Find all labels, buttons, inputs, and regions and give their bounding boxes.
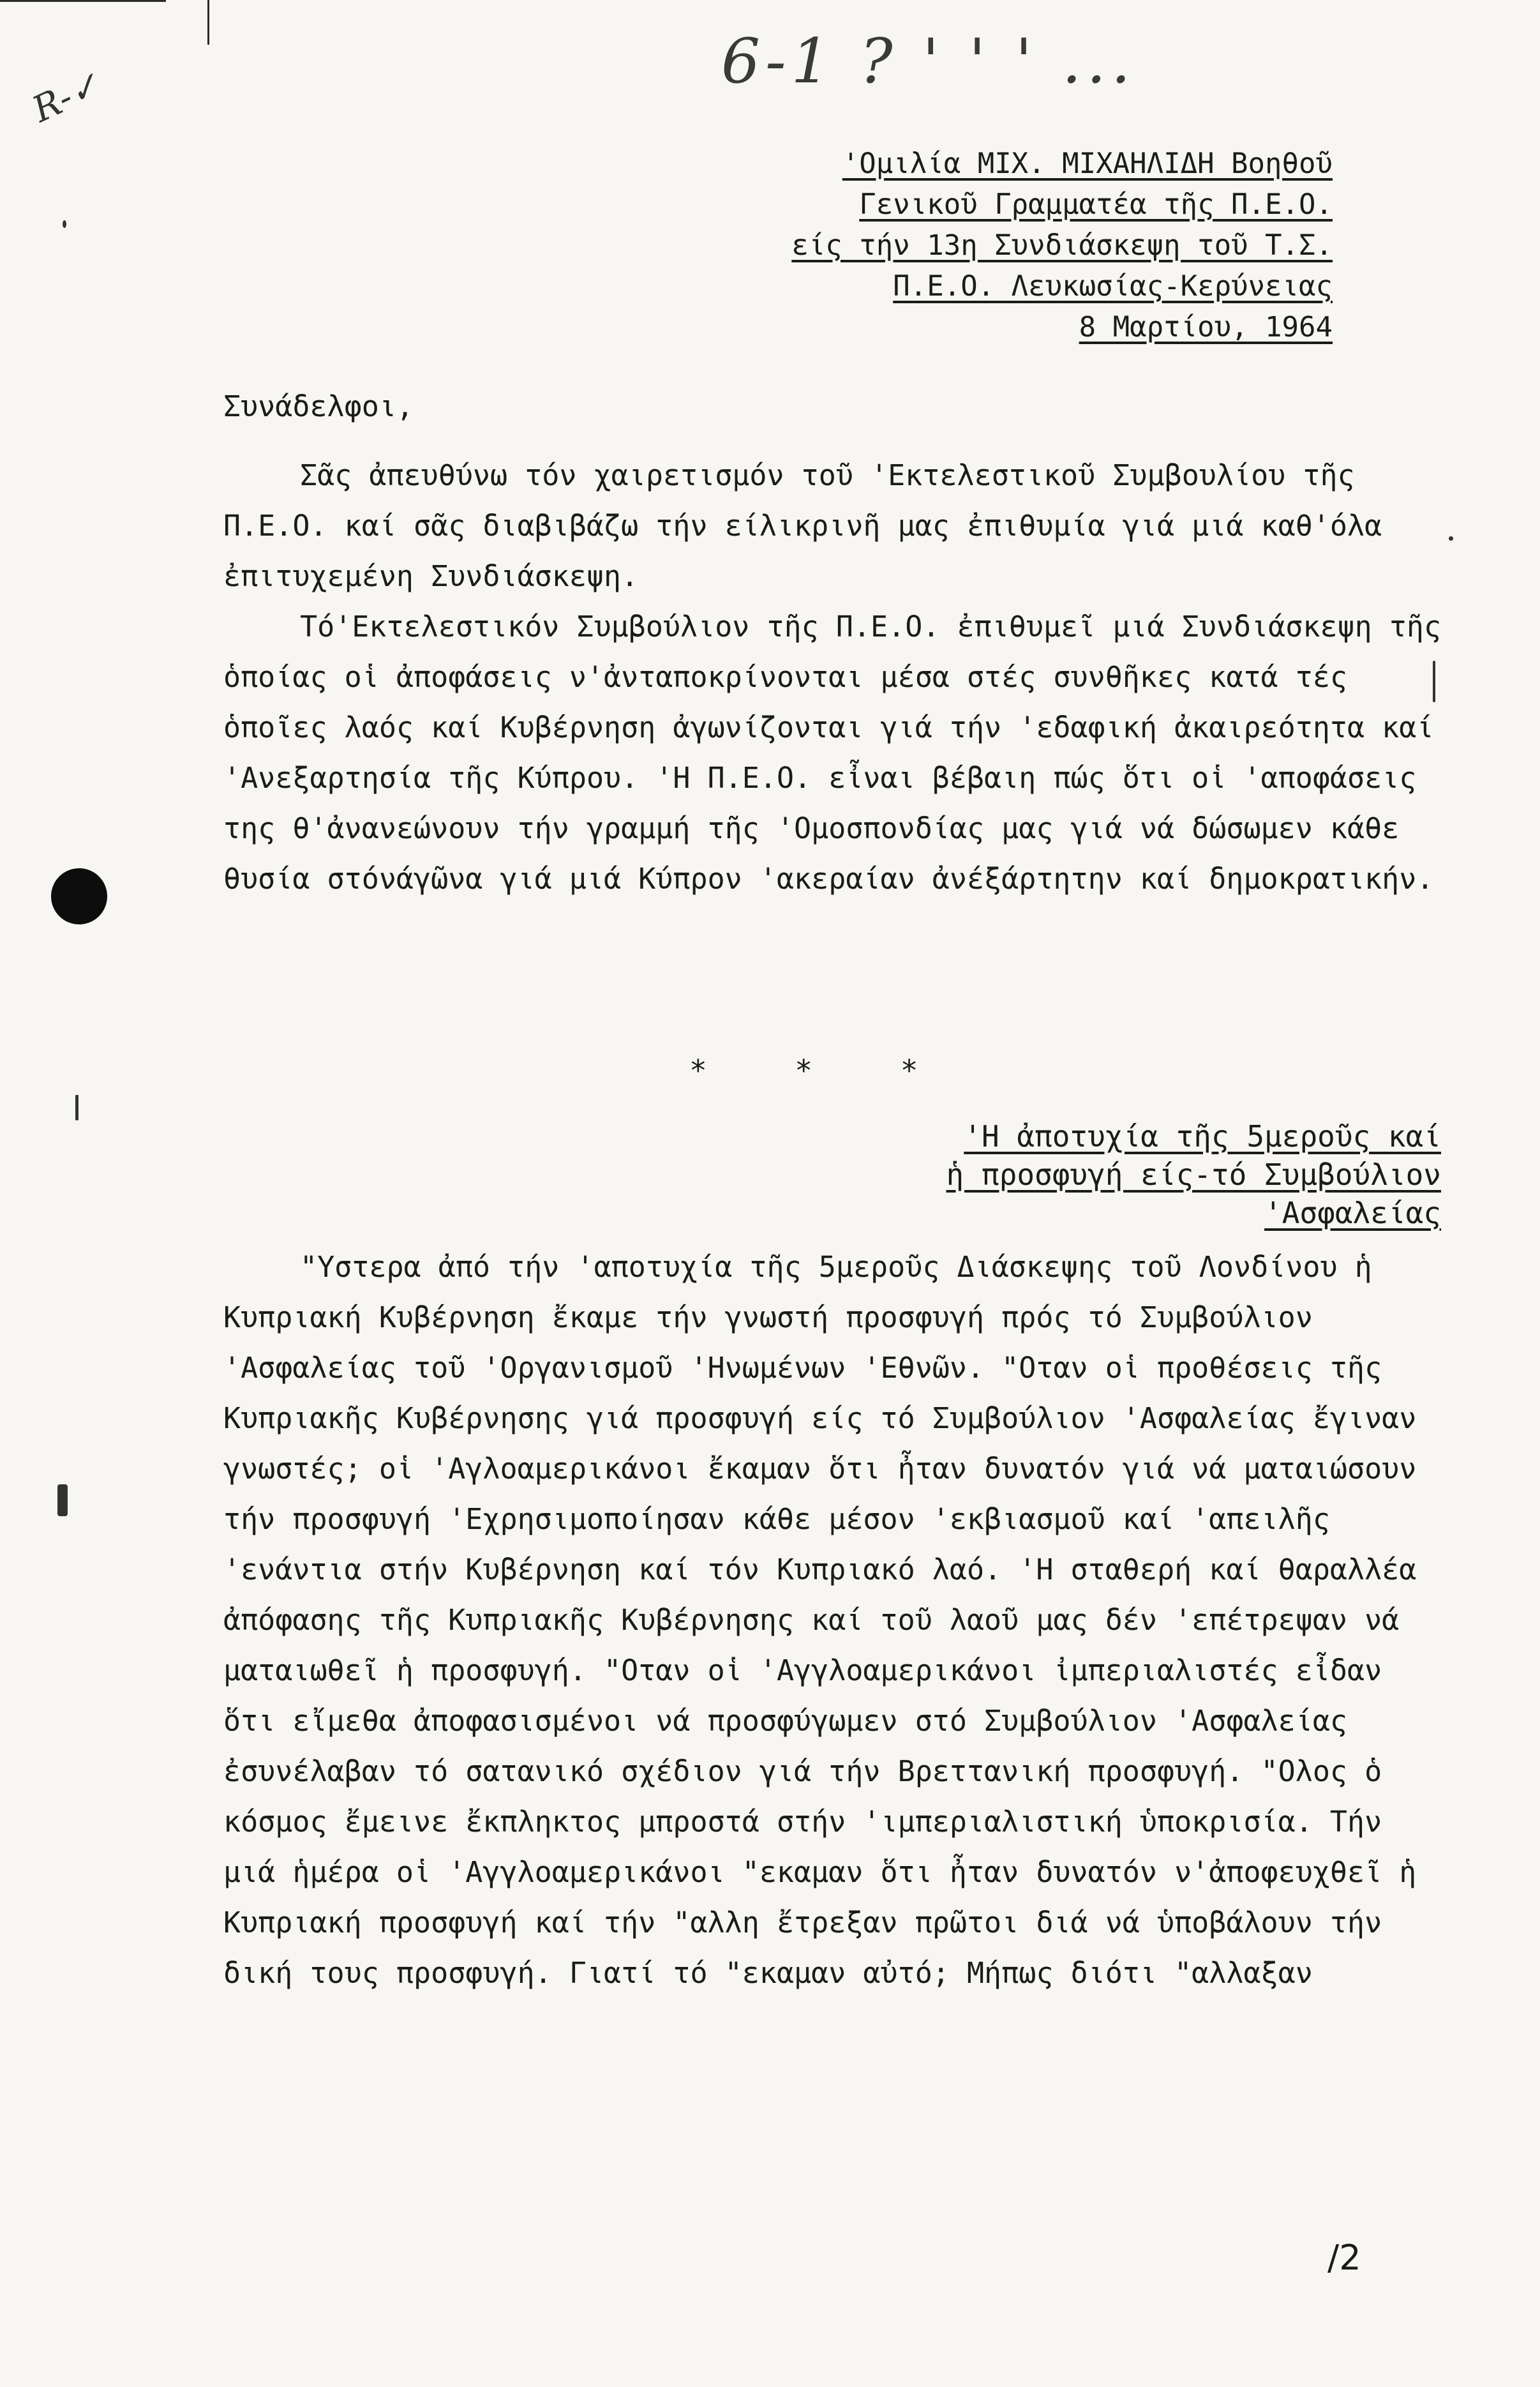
document-header xyxy=(791,144,1333,348)
paragraph: "Υστερα ἀπό τήν 'αποτυχία τῆς 5μεροῦς Διάσκεψης τοῦ Λονδίνου ἡ Κυπριακή Κυβέρνηση ἔκαμε τήν γνωστή προσφυγή πρός τό Συμβούλιον 'Ασφαλείας τοῦ 'Οργανισμοῦ 'Ηνωμένων 'Εθνῶν. "Οταν οἱ προθέσεις τῆς Κυπριακῆς Κυβέρνησης γιά προσφυγή είς τό Συμβούλιον 'Ασφαλείας ἔγιναν γνωστές; οἱ 'Αγλοαμερικάνοι ἔκαμαν ὅτι ἦταν δυνατόν γιά νά ματαιώσουν τήν προσφυγή 'Εχρησιμοποίησαν κάθε μέσον 'εκβιασμοῦ καί 'απειλῆς 'ενάντια στήν Κυβέρνηση καί τόν Κυπριακό λαό. 'Η σταθερή καί θαραλλέα ἀπόφασης τῆς Κυπριακῆς Κυβέρνησης καί τοῦ λαοῦ μας δέν 'επέτρεψαν νά ματαιωθεῖ ἡ προσφυγή. "Οταν οἱ 'Αγγλοαμερικάνοι ἰμπεριαλιστές εἶδαν ὅτι εἴμεθα ἀποφασισμένοι νά προσφύγωμεν στό Συμβούλιον 'Ασφαλείας ἐσυνέλαβαν τό σατανικό σχέδιον γιά τήν Βρεττανική προσφυγή. "Ολος ὁ κόσμος ἔμεινε ἔκπληκτος μπροστά στήν 'ιμπεριαλιστική ὑποκρισία. Τήν μιά ἡμέρα οἱ 'Αγγλοαμερικάνοι "εκαμαν ὅτι ἦταν δυνατόν ν'ἀποφευχθεῖ ἡ Κυπριακή προσφυγή καί τήν "αλλη ἔτρεξαν πρῶτοι διά νά ὑποβάλουν τήν δική τους προσφυγή. Γιατί τό "εκαμαν αὐτό; Μήπως διότι "αλλαξαν xyxy=(223,1250,1417,1990)
header-line: είς τήν 13η Συνδιάσκεψη τοῦ Τ.Σ. xyxy=(791,229,1333,262)
header-line: Π.Ε.Ο. Λευκωσίας-Κερύνειας xyxy=(893,270,1333,303)
scan-edge-line xyxy=(207,0,209,45)
header-line: 'Ομιλία ΜΙΧ. ΜΙΧΑΗΛΙΔΗ Βοηθοῦ xyxy=(842,147,1333,180)
scan-speck xyxy=(75,1095,78,1120)
header-line: Γενικοῦ Γραμματέα τῆς Π.Ε.Ο. xyxy=(859,188,1333,221)
page-number: /2 xyxy=(1327,2238,1361,2278)
body-section-2 xyxy=(223,1242,1449,1998)
heading-line: 'Ασφαλείας xyxy=(1264,1196,1441,1230)
handwritten-note: 6-1 ? ' ' ' ... xyxy=(721,26,1136,97)
scan-edge-line xyxy=(0,0,166,2)
heading-line: 'Η ἀποτυχία τῆς 5μεροῦς καί xyxy=(964,1119,1441,1154)
header-date: 8 Μαρτίου, 1964 xyxy=(1079,311,1333,343)
paragraph: Τό'Εκτελεστικόν Συμβούλιον τῆς Π.Ε.Ο. ἐπιθυμεῖ μιά Συνδιάσκεψη τῆς ὁποίας οἱ ἀποφάσεις ν'ἀνταποκρίνονται μέσα στές συνθῆκες κατά τές ὁποῖες λαός καί Κυβέρνηση ἀγωνίζονται γιά τήν 'εδαφική ἀκαιρεότητα καί 'Ανεξαρτησία τῆς Κύπρου. 'Η Π.Ε.Ο. εἶναι βέβαιη πώς ὅτι οἱ 'αποφάσεις της θ'ἀνανεώνουν τήν γραμμή τῆς 'Ομοσπονδίας μας γιά νά δώσωμεν κάθε θυσία στόνάγῶνα γιά μιά Κύπρον 'ακεραίαν ἀνέξάρτητην καί δημοκρατικήν. xyxy=(223,610,1442,896)
scan-speck xyxy=(57,1484,68,1516)
section-heading xyxy=(946,1117,1441,1232)
scan-speck xyxy=(1449,536,1453,541)
body-section-1 xyxy=(223,450,1449,904)
corner-mark: R-✓ xyxy=(26,64,107,131)
scan-speck xyxy=(63,220,66,228)
salutation: Συνάδελφοι, xyxy=(223,389,414,423)
heading-line: ἡ προσφυγή είς-τό Συμβούλιον xyxy=(946,1157,1441,1192)
punch-hole xyxy=(51,868,107,924)
section-divider: * * * xyxy=(689,1053,918,1088)
paragraph: Σᾶς ἀπευθύνω τόν χαιρετισμόν τοῦ 'Εκτελεστικοῦ Συμβουλίου τῆς Π.Ε.Ο. καί σᾶς διαβιβάζω τήν είλικρινῆ μας ἐπιθυμία γιά μιά καθ'όλα ἐπιτυχεμένη Συνδιάσκεψη. xyxy=(223,458,1382,593)
